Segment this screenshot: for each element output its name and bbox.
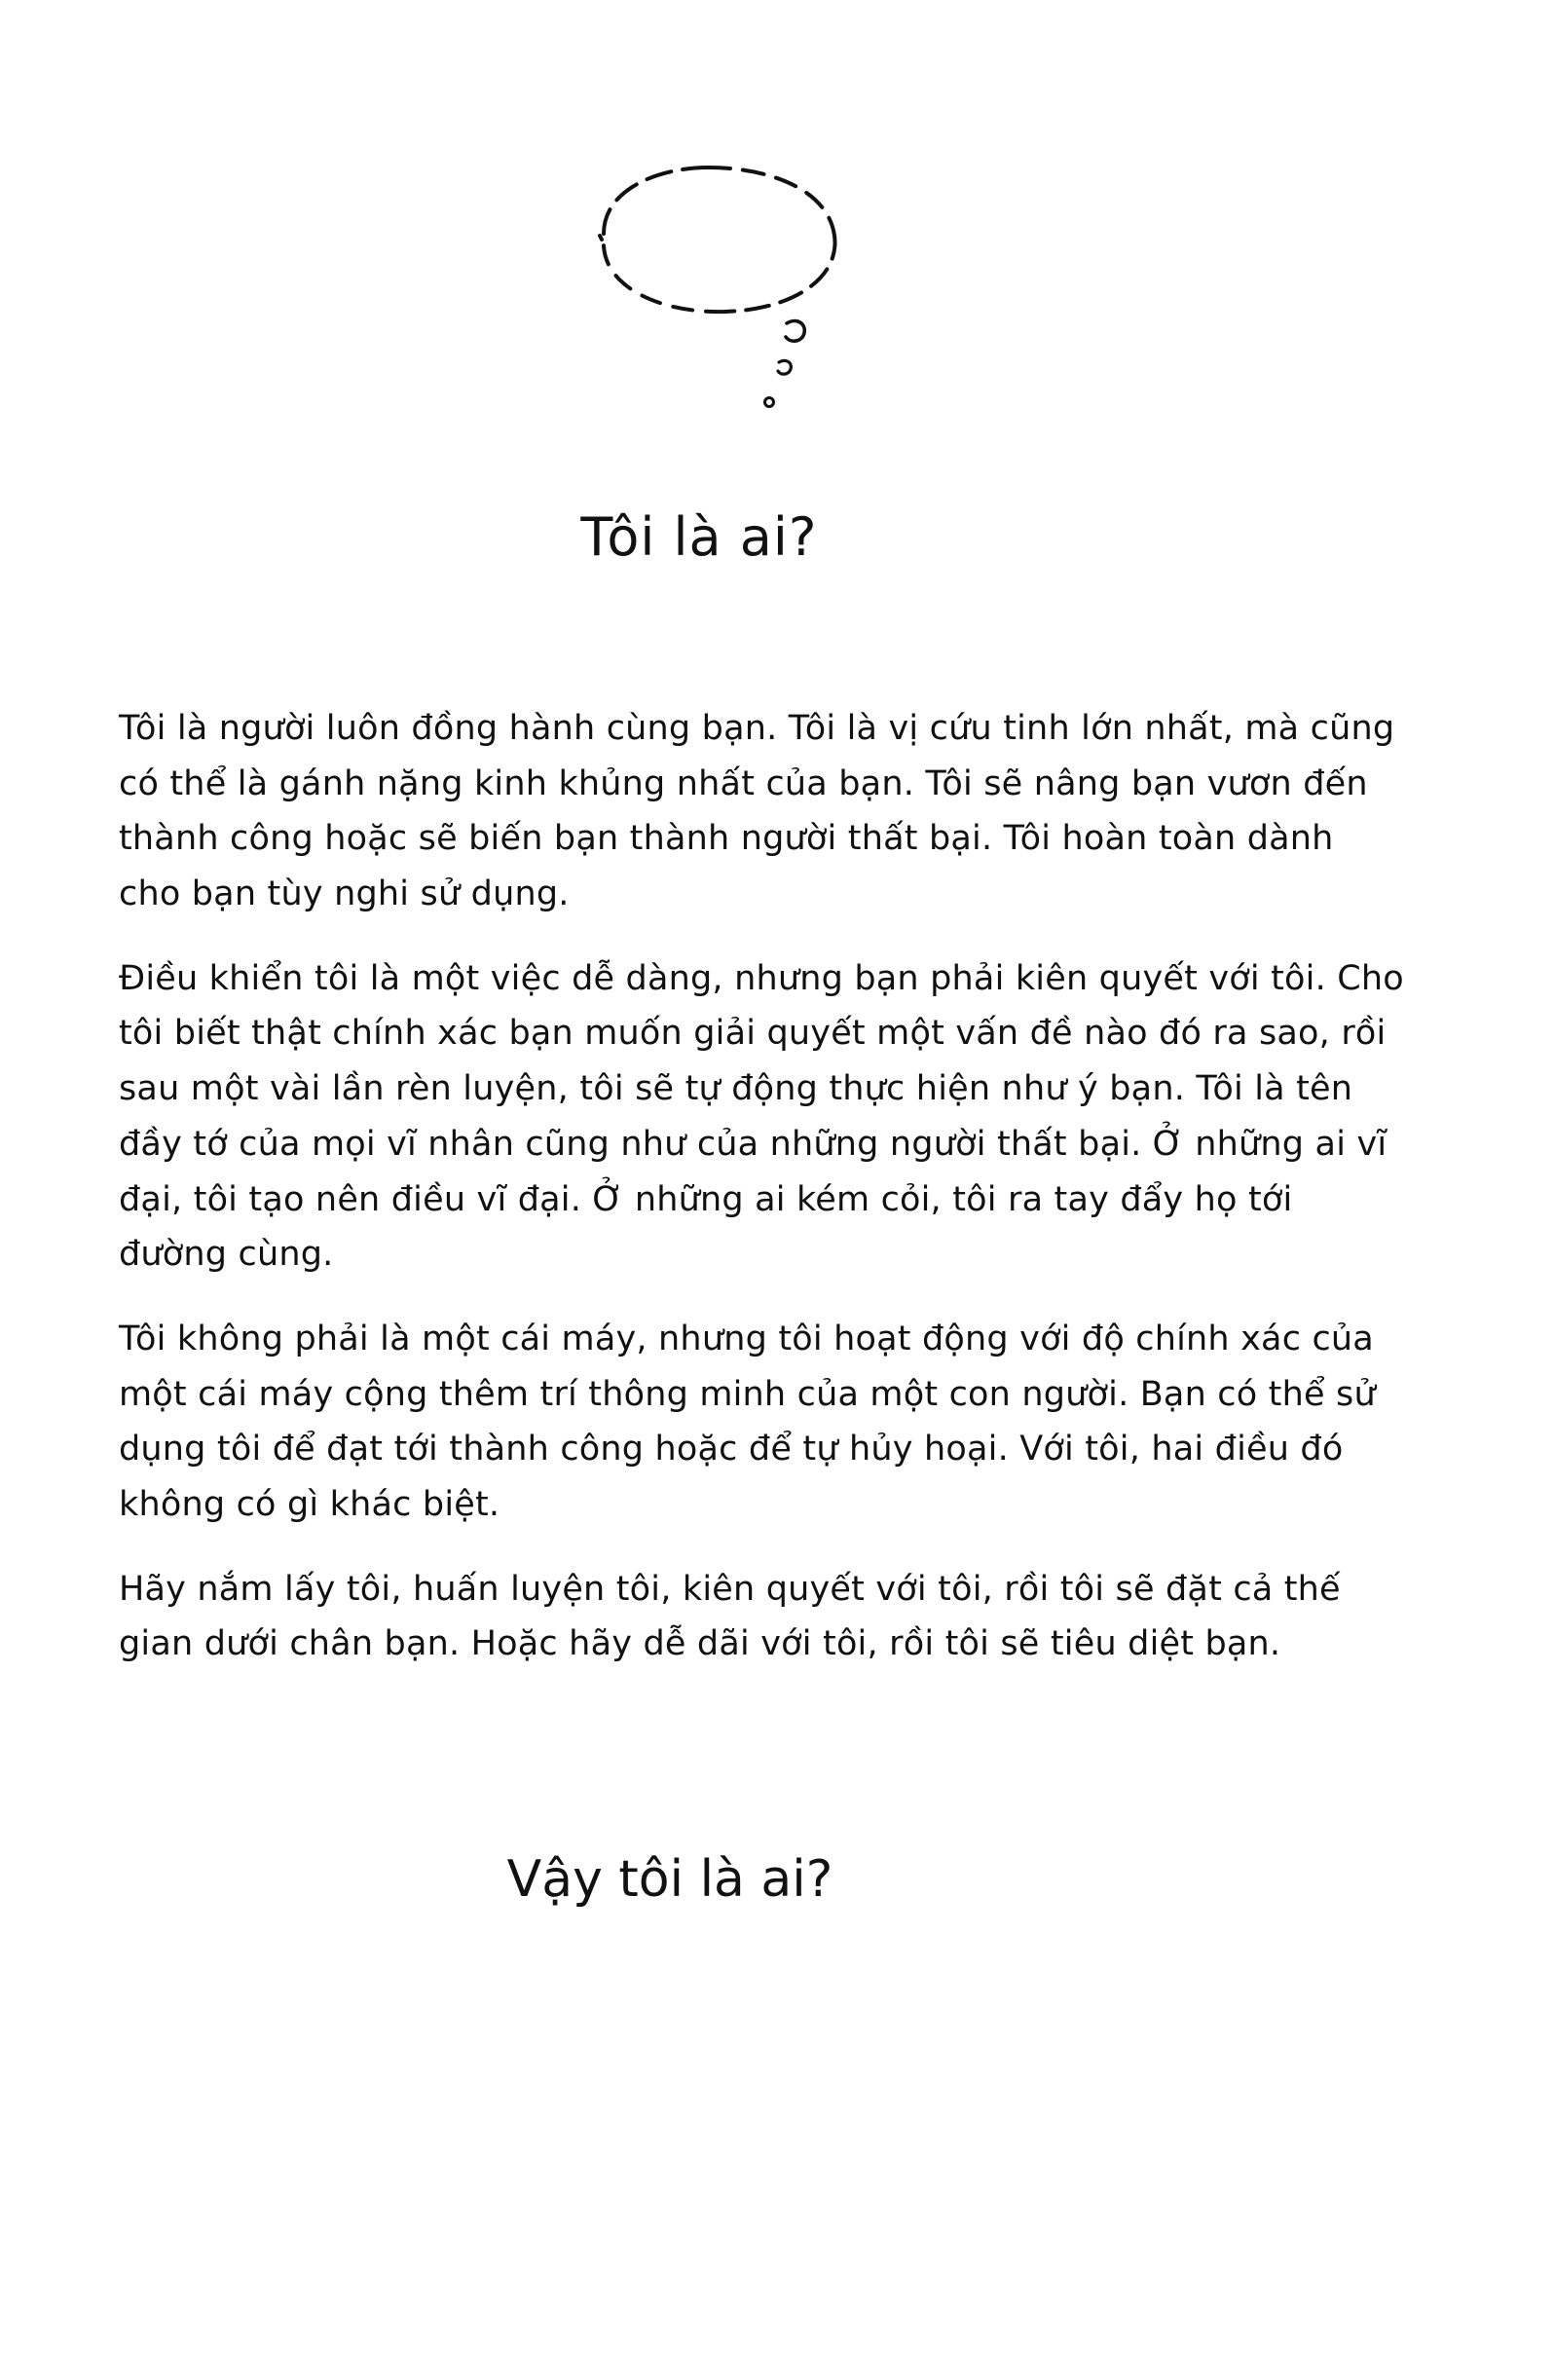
page-title xyxy=(0,506,1554,568)
paragraph: Hãy nắm lấy tôi, huấn luyện tôi, kiên quyết với tôi, rồi tôi sẽ đặt cả thế gian dưới chân bạn. Hoặc hãy dễ dãi với tôi, rồi tôi sẽ tiêu diệt bạn. xyxy=(119,1569,1341,1664)
closing-question-text: Vậy tôi là ai? xyxy=(506,1850,833,1909)
thought-bubble-icon xyxy=(545,146,896,467)
paragraph: Tôi không phải là một cái máy, nhưng tôi hoạt động với độ chính xác của một cái máy cộng thêm trí thông minh của một con người. Bạn có thể sử dụng tôi để đạt tới thành công hoặc để tự hủy hoại. Với tôi, hai điều đó không có gì khác biệt. xyxy=(119,1319,1376,1524)
closing-question xyxy=(0,1850,1554,1909)
paragraph: Điều khiển tôi là một việc dễ dàng, nhưng bạn phải kiên quyết với tôi. Cho tôi biết thật chính xác bạn muốn giải quyết một vấn đề nào đó ra sao, rồi sau một vài lần rèn luyện, tôi sẽ tự động thực hiện như ý bạn. Tôi là tên đầy tớ của mọi vĩ nhân cũng như của những người thất bại. Ở những ai vĩ đại, tôi tạo nên điều vĩ đại. Ở những ai kém cỏi, tôi ra tay đẩy họ tới đường cùng. xyxy=(119,958,1404,1275)
body-copy xyxy=(119,701,1404,1672)
page-title-text: Tôi là ai? xyxy=(580,506,818,568)
paragraph: Tôi là người luôn đồng hành cùng bạn. Tôi là vị cứu tinh lớn nhất, mà cũng có thể là gánh nặng kinh khủng nhất của bạn. Tôi sẽ nâng bạn vươn đến thành công hoặc sẽ biến bạn thành người thất bại. Tôi hoàn toàn dành cho bạn tùy nghi sử dụng. xyxy=(119,709,1395,914)
thought-bubble xyxy=(545,146,896,467)
